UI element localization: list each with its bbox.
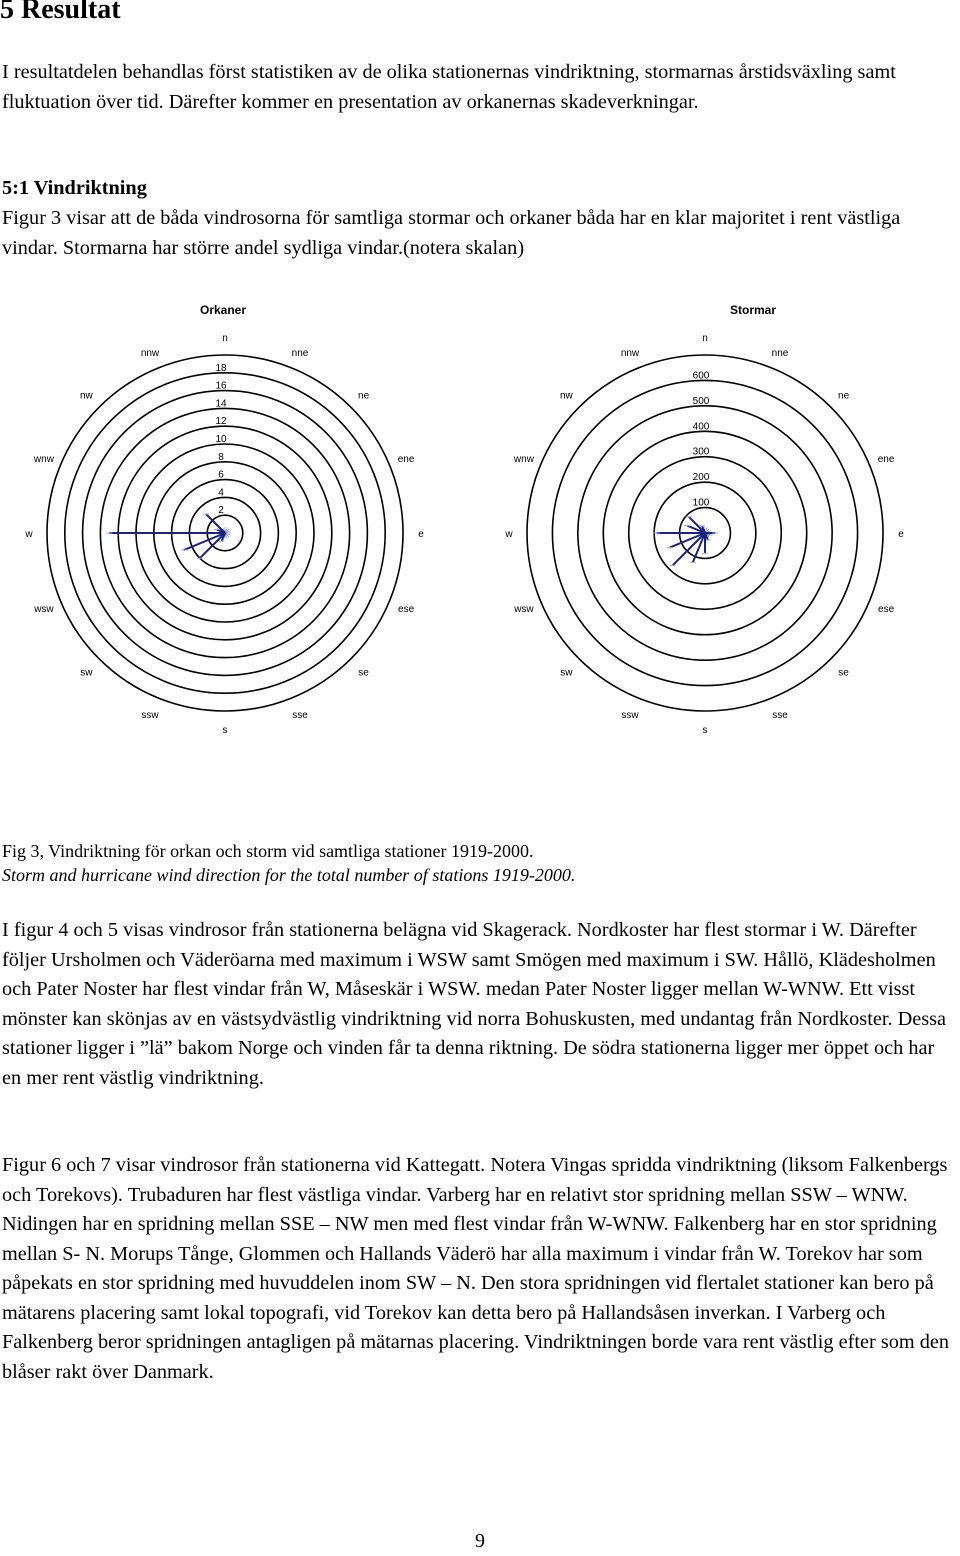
direction-label-sse: sse [772, 710, 788, 722]
wind-rose-orkaner [0, 330, 480, 750]
intro-paragraph: I resultatdelen behandlas först statistiken av de olika stationernas vindriktning, stormarnas årstidsväxling samt fluktuation över tid. Därefter kommer en presentation av orkanernas skadeverkningar. [2, 61, 896, 113]
figure-caption-english: Storm and hurricane wind direction for the total number of stations 1919-2000. [2, 865, 576, 885]
direction-label-nne: nne [291, 347, 309, 359]
ring-label: 4 [218, 487, 224, 499]
direction-label-ssw: ssw [141, 710, 159, 722]
direction-label-n: n [222, 333, 228, 344]
direction-label-wnw: wnw [513, 453, 534, 465]
direction-label-wsw: wsw [514, 604, 534, 616]
ring-label: 12 [215, 416, 227, 428]
ring-label: 600 [692, 370, 710, 382]
direction-label-ssw: ssw [621, 710, 639, 722]
direction-label-s: s [222, 725, 228, 736]
page-number: 9 [475, 1530, 485, 1552]
paragraph-skagerack: I figur 4 och 5 visas vindrosor från stationerna belägna vid Skagerack. Nordkoster har flest stormar i W. Därefter följer Ursholmen och Väderöarna med maximum i WSW samt Smögen med maximum i SW. Hållö, Klädesholmen och Pater Noster har flest vindar från W, Måseskär i WSW. medan Pater Noster ligger mellan W-WNW. Ett visst mönster kan skönjas av en västsydvästlig vindriktning vid norra Bohuskusten, med undantag från Nordkoster. Dessa stationer ligger i ”lä” bakom Norge och vinden får ta denna riktning. De södra stationerna ligger mer öppet och har en mer rent västlig vindriktning. [2, 919, 947, 1089]
direction-label-nnw: nnw [620, 347, 640, 359]
chart-title-orkaner: Orkaner [199, 303, 247, 317]
direction-label-e: e [898, 529, 904, 540]
direction-label-n: n [702, 333, 708, 344]
direction-label-sw: sw [560, 667, 573, 679]
direction-label-se: se [838, 667, 849, 679]
direction-label-wnw: wnw [33, 453, 54, 465]
subsection-title: 5:1 Vindriktning [2, 177, 147, 199]
ring-label: 300 [692, 446, 710, 458]
direction-label-nne: nne [771, 347, 789, 359]
ring-label: 18 [215, 362, 227, 374]
figure-caption-swedish: Fig 3, Vindriktning för orkan och storm vid samtliga stationer 1919-2000. [2, 841, 534, 861]
direction-label-ne: ne [358, 390, 370, 402]
ring-label: 6 [218, 469, 224, 481]
direction-label-sse: sse [292, 710, 308, 722]
ring-label: 400 [692, 421, 710, 433]
paragraph-kattegatt: Figur 6 och 7 visar vindrosor från stationerna vid Kattegatt. Notera Vingas spridda vindriktning (liksom Falkenbergs och Torekovs). Trubaduren har flest västliga vindar. Varberg har en relativt stor spridning mellan SSW – WNW. Nidingen har en spridning mellan SSE – NW men med flest vindar från W-WNW. Falkenberg har en stor spridning mellan S- N. Morups Tånge, Glommen och Hallands Väderö har alla maximum i vindar från W. Torekov har som påpekats en stor spridning med huvuddelen inom SW – N. Den stora spridningen vid flertalet stationer kan bero på mätarens placering samt lokal topografi, vid Torekov kan detta bero på Hallandsåsen inverkan. I Varberg och Falkenberg beror spridningen antagligen på mätarnas placering. Vindriktningen borde vara rent västlig efter som den blåser rakt över Danmark. [2, 1154, 950, 1383]
ring-label: 10 [215, 434, 227, 445]
ring-label: 14 [215, 398, 227, 410]
direction-label-s: s [702, 725, 708, 736]
subsection-paragraph: Figur 3 visar att de båda vindrosorna för samtliga stormar och orkaner båda har en klar majoritet i rent västliga vindar. Stormarna har större andel sydliga vindar.(notera skalan) [2, 207, 901, 259]
direction-label-nnw: nnw [140, 347, 160, 359]
direction-label-w: w [25, 529, 33, 540]
rose-value-sw [200, 533, 225, 558]
direction-label-se: se [358, 667, 369, 679]
ring-label: 8 [218, 451, 224, 463]
rose-value-sw [673, 533, 705, 565]
direction-label-e: e [418, 529, 424, 540]
wind-rose-stormar [480, 330, 960, 750]
direction-label-wsw: wsw [34, 604, 54, 616]
direction-label-w: w [505, 529, 513, 540]
section-title: 5 Resultat [0, 0, 121, 25]
direction-label-ne: ne [838, 390, 850, 402]
ring-label: 2 [218, 505, 224, 517]
direction-label-ese: ese [398, 604, 415, 616]
direction-label-ene: ene [877, 453, 895, 465]
direction-label-nw: nw [560, 390, 573, 402]
rose-value-nw [206, 514, 225, 533]
ring-label: 16 [215, 380, 227, 392]
ring-label: 200 [692, 472, 710, 484]
direction-label-ese: ese [878, 604, 895, 616]
ring-label: 500 [692, 395, 710, 407]
chart-title-stormar: Stormar [729, 303, 776, 317]
direction-label-ene: ene [397, 453, 415, 465]
direction-label-sw: sw [80, 667, 93, 679]
direction-label-nw: nw [80, 390, 93, 402]
ring-label: 100 [692, 497, 710, 509]
